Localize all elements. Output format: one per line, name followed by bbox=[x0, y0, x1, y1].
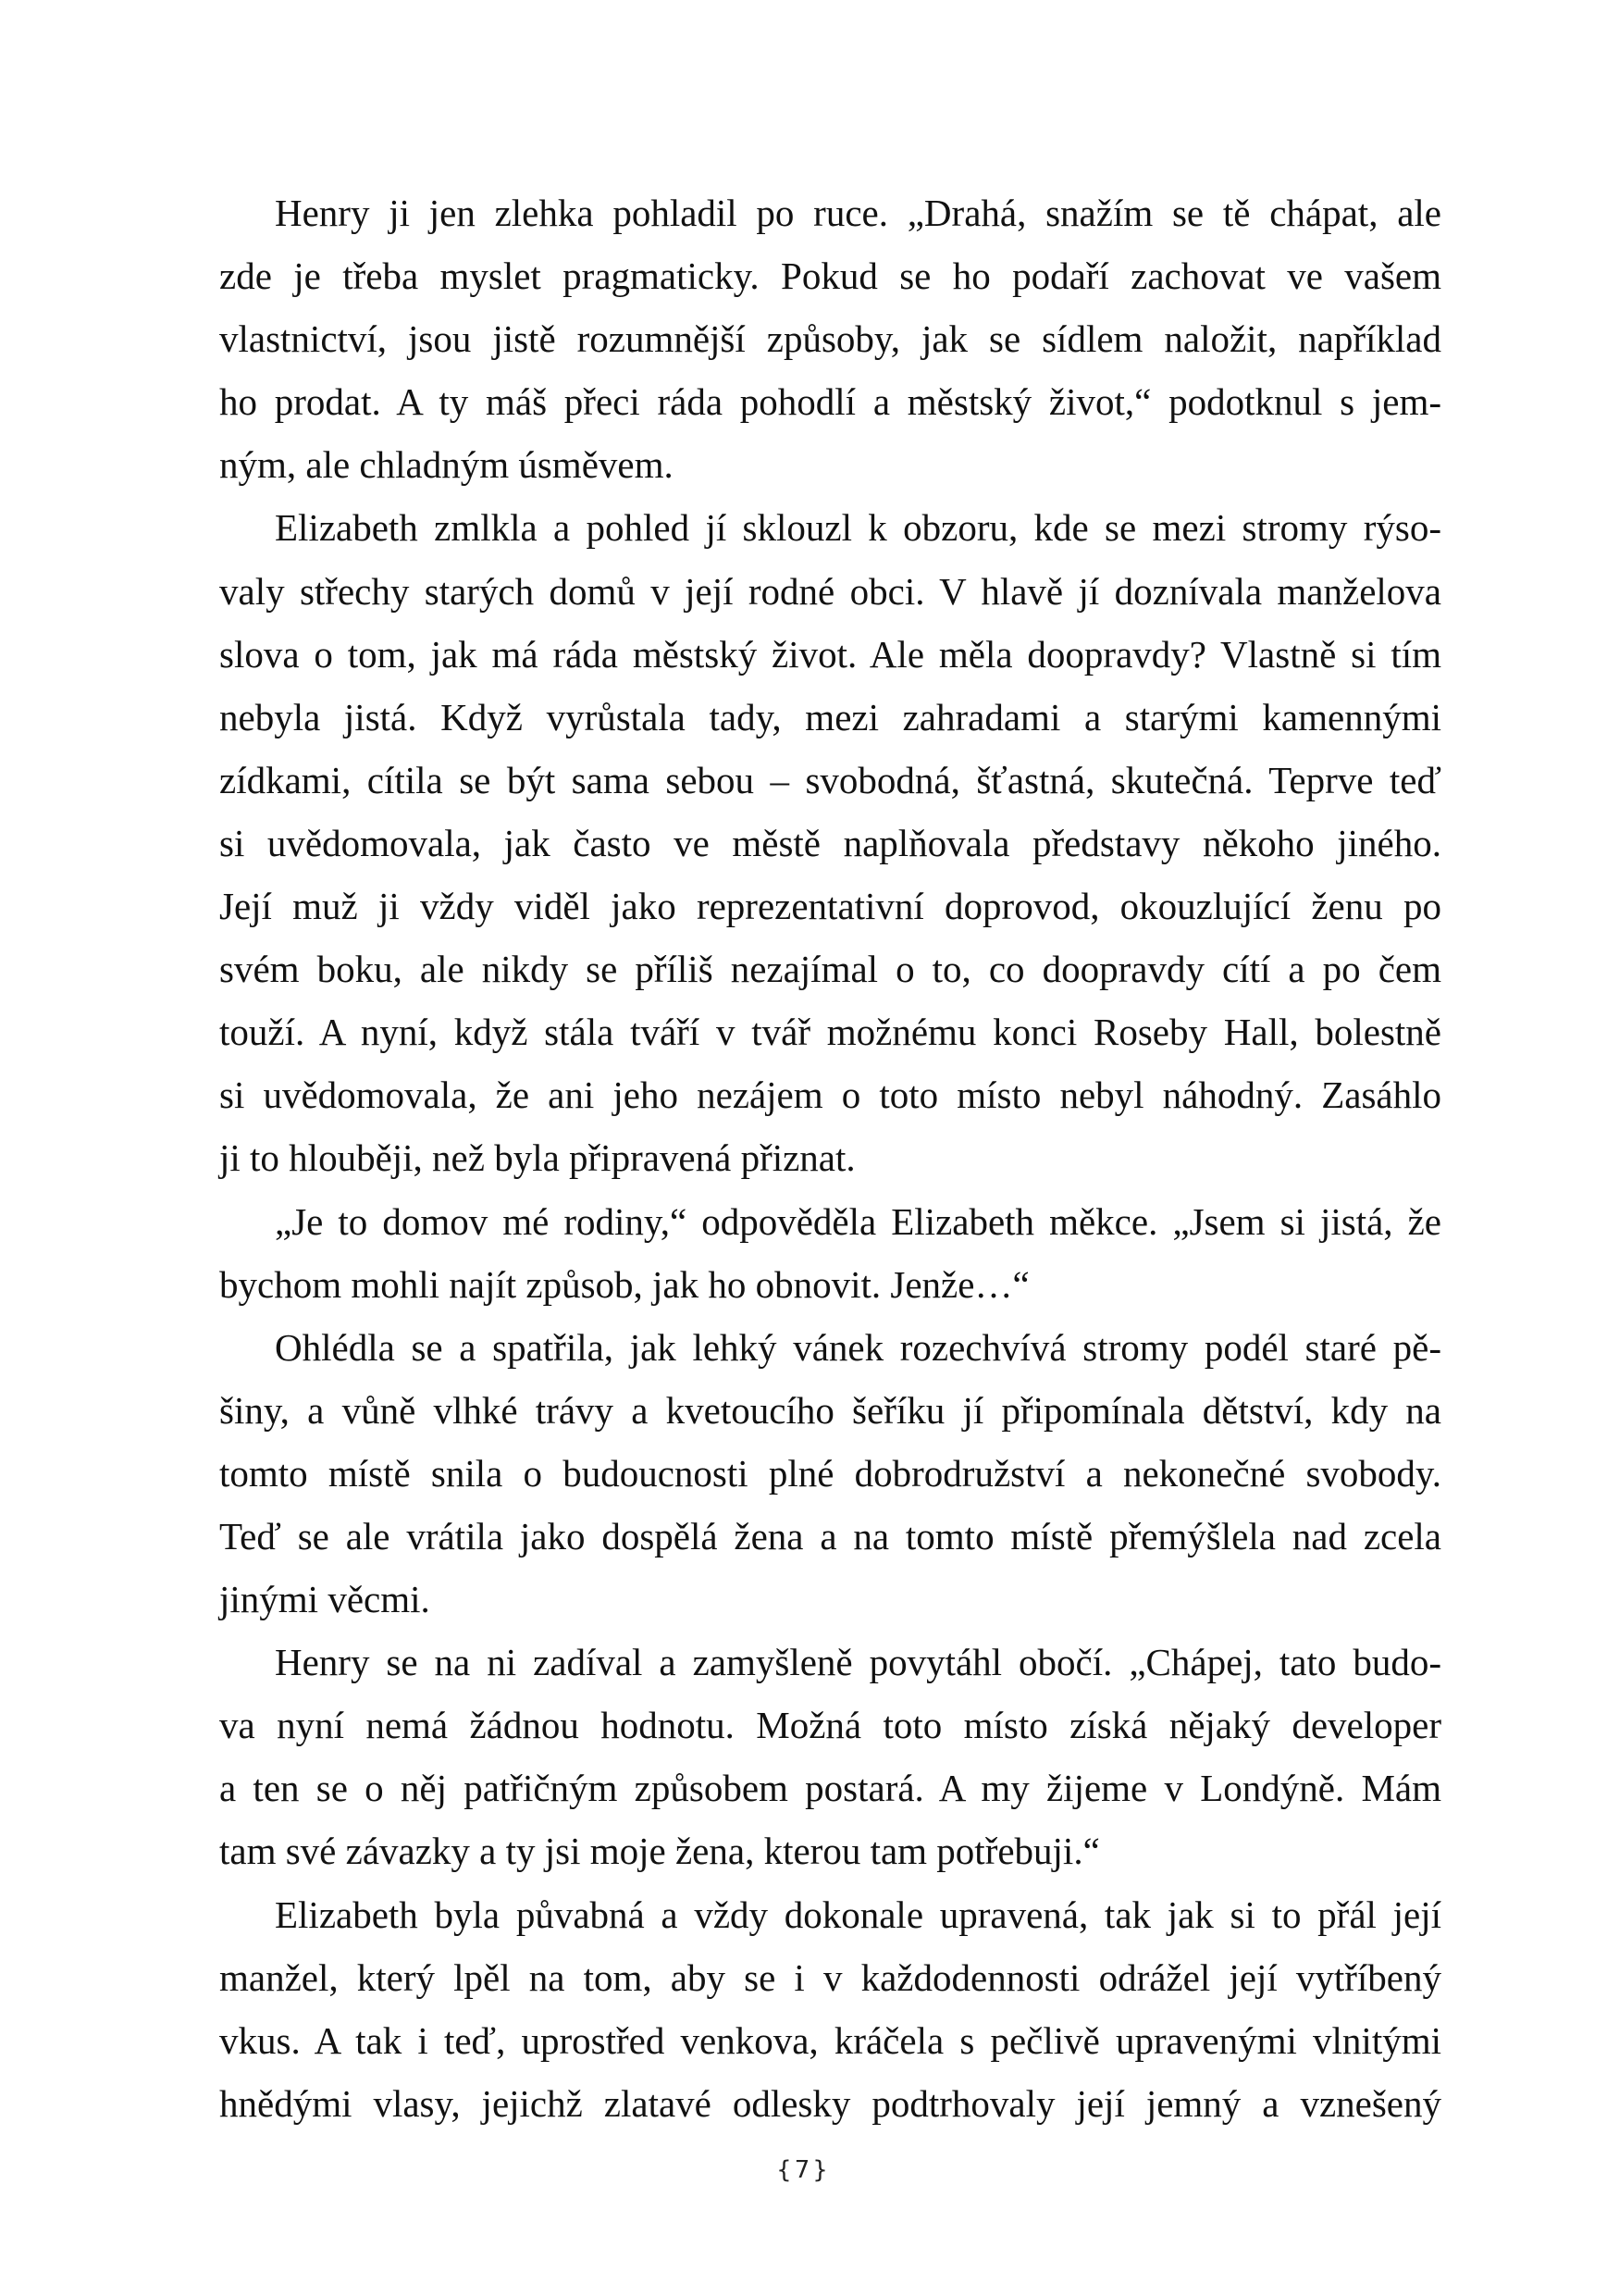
text-line: Ohlédla se a spatřila, jak lehký vánek rozechvívá stromy podél staré pě- bbox=[275, 1325, 1441, 1369]
page-number: {7} bbox=[776, 2156, 831, 2184]
text-line: va nyní nemá žádnou hodnotu. Možná toto místo získá nějaký developer bbox=[219, 1704, 1441, 1747]
text-line: Henry ji jen zlehka pohladil po ruce. „Drahá, snažím se tě chápat, ale bbox=[275, 192, 1441, 234]
body-text bbox=[219, 181, 1441, 2135]
text-line: svém boku, ale nikdy se příliš nezajímal o to, co doopravdy cítí a po čem bbox=[219, 948, 1441, 991]
text-line: nebyla jistá. Když vyrůstala tady, mezi zahradami a starými kamennými bbox=[219, 695, 1441, 738]
text-line: Henry se na ni zadíval a zamyšleně povytáhl obočí. „Chápej, tato budo- bbox=[275, 1641, 1441, 1684]
paragraph bbox=[219, 496, 1441, 1189]
text-line: zídkami, cítila se být sama sebou – svobodná, šťastná, skutečná. Teprve teď bbox=[219, 758, 1441, 801]
paragraph bbox=[219, 1883, 1441, 2135]
text-line: zde je třeba myslet pragmaticky. Pokud se ho podaří zachovat ve vašem bbox=[219, 254, 1441, 298]
paragraph bbox=[219, 181, 1441, 496]
text-line: vlastnictví, jsou jistě rozumnější způsoby, jak se sídlem naložit, například bbox=[219, 317, 1441, 361]
text-line: „Je to domov mé rodiny,“ odpověděla Elizabeth měkce. „Jsem si jistá, že bbox=[275, 1199, 1441, 1243]
text-line: Elizabeth byla půvabná a vždy dokonale upravená, tak jak si to přál její bbox=[275, 1893, 1441, 1936]
text-line: tomto místě snila o budoucnosti plné dobrodružství a nekonečné svobody. bbox=[219, 1451, 1441, 1495]
text-line: a ten se o něj patřičným způsobem postará. A my žijeme v Londýně. Mám bbox=[219, 1767, 1441, 1810]
text-line: šiny, a vůně vlhké trávy a kvetoucího šeříku jí připomínala dětství, kdy na bbox=[219, 1388, 1441, 1432]
text-line: Teď se ale vrátila jako dospělá žena a na tomto místě přemýšlela nad zcela bbox=[219, 1514, 1441, 1558]
text-line: Elizabeth zmlkla a pohled jí sklouzl k obzoru, kde se mezi stromy rýso- bbox=[275, 506, 1441, 550]
text-line: slova o tom, jak má ráda městský život. Ale měla doopravdy? Vlastně si tím bbox=[219, 632, 1441, 676]
text-line: touží. A nyní, když stála tváří v tvář možnému konci Roseby Hall, bolestně bbox=[219, 1011, 1441, 1054]
text-line: bychom mohli najít způsob, jak ho obnovit. Jenže…“ bbox=[219, 1262, 1030, 1306]
text-line: ji to hlouběji, než byla připravená přiznat. bbox=[219, 1136, 856, 1180]
text-line: ným, ale chladným úsměvem. bbox=[219, 443, 674, 487]
text-line: manžel, který lpěl na tom, aby se i v každodennosti odrážel její vytříbený bbox=[219, 1955, 1441, 1999]
paragraph bbox=[219, 1190, 1441, 1316]
text-line: si uvědomovala, jak často ve městě naplňovala představy někoho jiného. bbox=[219, 821, 1441, 864]
text-line: vkus. A tak i teď, uprostřed venkova, kráčela s pečlivě upravenými vlnitými bbox=[219, 2018, 1441, 2062]
text-line: jinými věcmi. bbox=[219, 1578, 430, 1621]
text-line: valy střechy starých domů v její rodné obci. V hlavě jí doznívala manželova bbox=[219, 569, 1441, 613]
paragraph bbox=[219, 1631, 1441, 1882]
text-line: ho prodat. A ty máš přeci ráda pohodlí a městský život,“ podotknul s jem- bbox=[219, 380, 1441, 424]
paragraph bbox=[219, 1316, 1441, 1631]
text-line: si uvědomovala, že ani jeho nezájem o toto místo nebyl náhodný. Zasáhlo bbox=[219, 1074, 1441, 1117]
text-line: Její muž ji vždy viděl jako reprezentativní doprovod, okouzlující ženu po bbox=[219, 885, 1441, 928]
text-line: tam své závazky a ty jsi moje žena, kterou tam potřebuji.“ bbox=[219, 1830, 1100, 1873]
text-line: hnědými vlasy, jejichž zlatavé odlesky podtrhovaly její jemný a vznešený bbox=[219, 2081, 1441, 2125]
